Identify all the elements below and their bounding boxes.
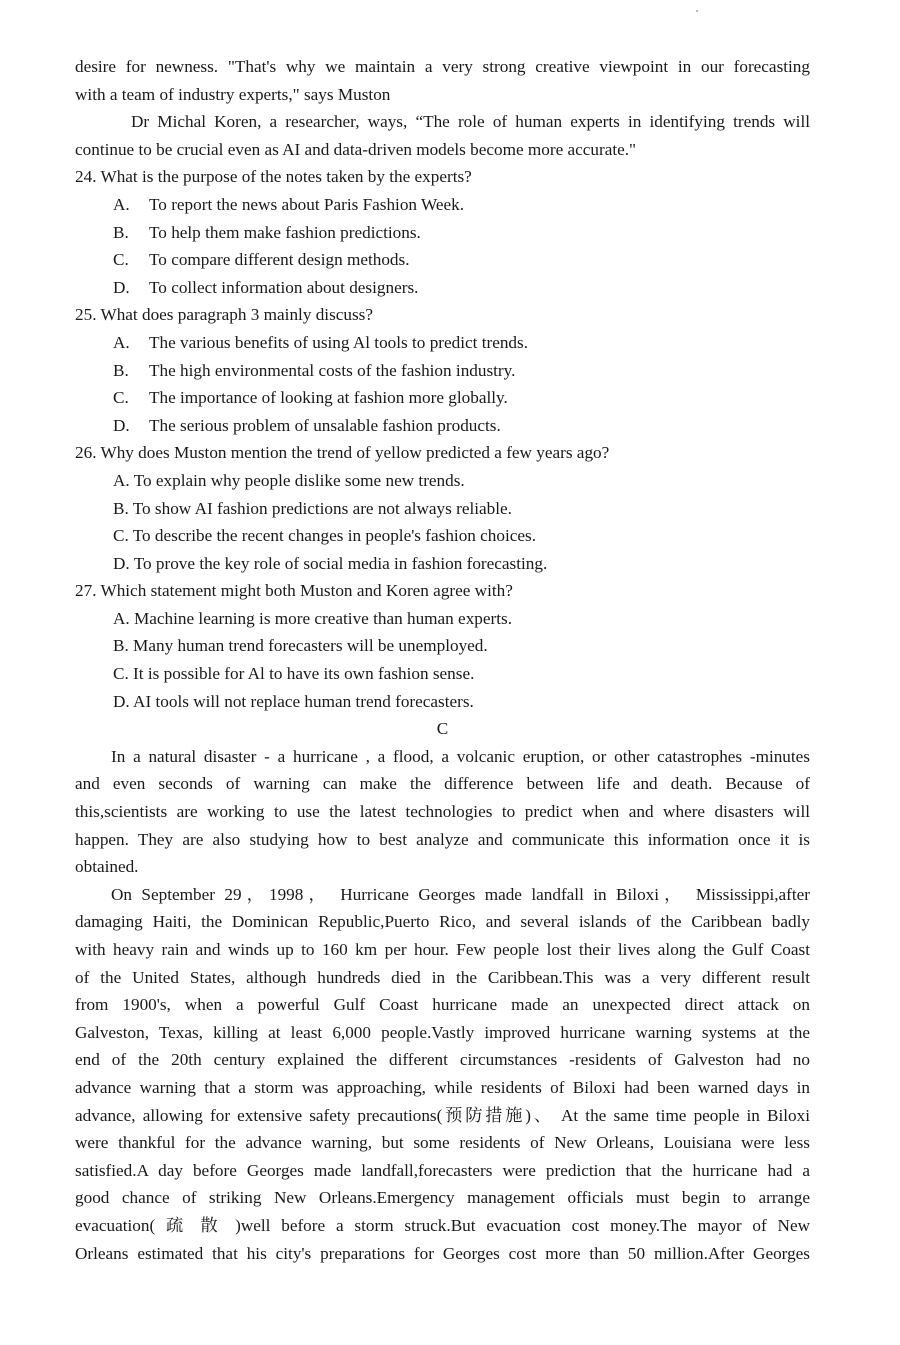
passage-line: damaging Haiti, the Dominican Republic,Puerto Rico, and several islands of the Caribbean badly [75,912,810,932]
option-text: To report the news about Paris Fashion Week. [149,194,465,214]
option-letter: D. [113,415,130,435]
q27-option-c[interactable]: C. It is possible for Al to have its own fashion sense. [113,664,475,684]
scan-speck [696,10,698,12]
passage-line: Dr Michal Koren, a researcher, ways, “The role of human experts in identifying trends will [131,112,810,132]
option-letter: A. [113,194,130,214]
option-letter: A. [113,332,130,352]
section-heading: C [436,719,449,739]
passage-line: obtained. [75,857,139,877]
page-content [75,53,810,1267]
option-text: The importance of looking at fashion more globally. [149,388,508,408]
passage-line: from 1900's, when a powerful Gulf Coast hurricane made an unexpected direct attack on [75,995,810,1015]
q27-option-a[interactable]: A. Machine learning is more creative than human experts. [113,608,512,628]
q24-option-a[interactable] [75,191,810,219]
option-letter: C. [113,250,129,270]
q25-option-d[interactable] [75,412,810,440]
option-letter: C. [113,388,129,408]
passage-line: with heavy rain and winds up to 160 km per hour. Few people lost their lives along the Gulf Coast [75,940,810,959]
q26-option-d[interactable]: D. To prove the key role of social media in fashion forecasting. [113,553,548,573]
q27-option-b[interactable]: B. Many human trend forecasters will be unemployed. [113,636,488,656]
passage-line: end of the 20th century explained the different circumstances -residents of Galveston had no [75,1050,810,1070]
passage-line: good chance of striking New Orleans.Emergency management officials must begin to arrange [75,1188,810,1208]
question-24: 24. What is the purpose of the notes taken by the experts? [75,167,472,187]
q26-option-b[interactable]: B. To show AI fashion predictions are not always reliable. [113,498,512,518]
q24-option-d[interactable] [75,274,810,302]
q25-option-b[interactable] [75,357,810,385]
option-text: To compare different design methods. [149,250,410,270]
q26-option-a[interactable]: A. To explain why people dislike some new trends. [113,470,465,490]
q24-option-c[interactable] [75,246,810,274]
passage-line: desire for newness. "That's why we maintain a very strong creative viewpoint in our forecasting [75,57,810,76]
q24-option-b[interactable] [75,219,810,247]
passage-line: happen. They are also studying how to best analyze and communicate this information once it is [75,829,810,849]
option-text: The high environmental costs of the fashion industry. [149,360,516,380]
passage-line: satisfied.A day before Georges made landfall,forecasters were prediction that the hurricane had a [75,1160,810,1180]
passage-line: Galveston, Texas, killing at least 6,000 people.Vastly improved hurricane warning systems at the [75,1022,810,1042]
q25-option-a[interactable] [75,329,810,357]
passage-line: advance warning that a storm was approaching, while residents of Biloxi had been warned days in [75,1077,810,1097]
option-text: The various benefits of using Al tools to predict trends. [149,332,529,352]
passage-line: and even seconds of warning can make the difference between life and death. Because of [75,774,810,794]
passage-line: this,scientists are working to use the latest technologies to predict when and where disasters will [75,802,810,822]
option-text: To help them make fashion predictions. [149,222,421,242]
option-text: To collect information about designers. [149,277,419,297]
passage-line: advance, allowing for extensive safety precautions(预防措施)、 At the same time people in Biloxi [75,1105,810,1125]
passage-line: In a natural disaster - a hurricane , a flood, a volcanic eruption, or other catastrophes -minutes [111,746,810,766]
question-25: 25. What does paragraph 3 mainly discuss? [75,305,374,325]
q26-option-c[interactable]: C. To describe the recent changes in people's fashion choices. [113,526,537,546]
question-26: 26. Why does Muston mention the trend of yellow predicted a few years ago? [75,443,610,463]
option-letter: B. [113,360,129,380]
passage-line: with a team of industry experts," says Muston [75,84,391,104]
passage-line: were thankful for the advance warning, but some residents of New Orleans, Louisiana were less [75,1133,810,1153]
question-27: 27. Which statement might both Muston and Koren agree with? [75,581,513,601]
option-letter: D. [113,277,130,297]
passage-line: evacuation( 疏 散 )well before a storm struck.But evacuation cost money.The mayor of New [75,1215,810,1235]
passage-line: Orleans estimated that his city's preparations for Georges cost more than 50 million.After Georges [75,1243,810,1263]
passage-line: of the United States, although hundreds died in the Caribbean.This was a very different result [75,967,810,987]
option-letter: B. [113,222,129,242]
q27-option-d[interactable]: D. AI tools will not replace human trend forecasters. [113,691,474,711]
q25-option-c[interactable] [75,384,810,412]
passage-line: On September 29，1998， Hurricane Georges made landfall in Biloxi， Mississippi,after [111,884,810,904]
option-text: The serious problem of unsalable fashion products. [149,415,501,435]
passage-line: continue to be crucial even as AI and data-driven models become more accurate." [75,139,637,159]
